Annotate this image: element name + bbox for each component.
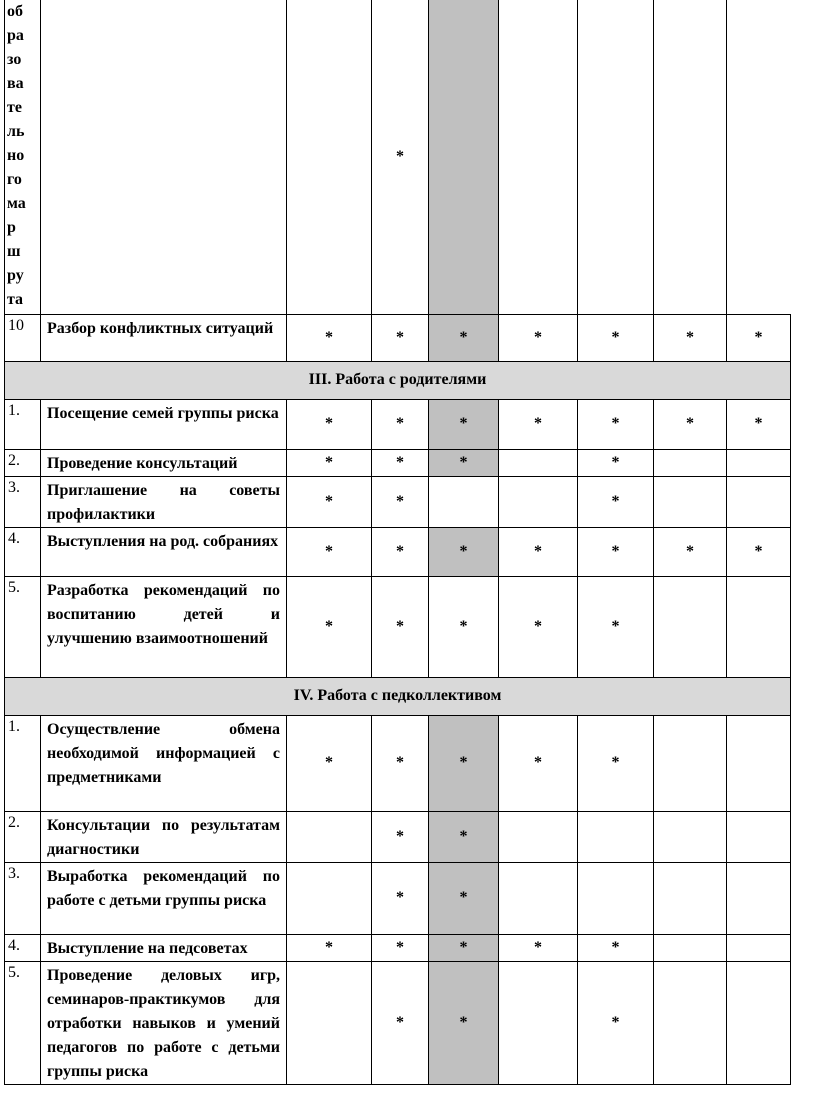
mark-cell: * bbox=[429, 576, 499, 677]
table-row bbox=[5, 862, 791, 934]
mark-cell: * bbox=[287, 527, 372, 576]
vertical-text-fragment: об bbox=[7, 3, 23, 20]
mark-cell bbox=[429, 476, 499, 527]
empty-cell bbox=[287, 0, 372, 314]
mark-cell: * bbox=[372, 0, 429, 314]
mark-cell: * bbox=[372, 449, 429, 476]
row-number: 10 bbox=[5, 314, 41, 361]
row-number: 1. bbox=[5, 715, 41, 811]
empty-cell bbox=[499, 0, 578, 314]
mark-cell: * bbox=[578, 961, 654, 1084]
vertical-text-fragment: та bbox=[7, 291, 24, 308]
vertical-text-cell bbox=[5, 0, 41, 314]
activity-name: Консультации по результатам диагностики bbox=[41, 811, 287, 862]
mark-cell bbox=[654, 961, 727, 1084]
mark-cell bbox=[727, 862, 791, 934]
vertical-text-fragment: ль bbox=[7, 123, 25, 140]
mark-cell: * bbox=[578, 314, 654, 361]
mark-cell: * bbox=[429, 961, 499, 1084]
mark-cell: * bbox=[578, 527, 654, 576]
table-row-fragment bbox=[5, 0, 791, 314]
row-number: 5. bbox=[5, 576, 41, 677]
mark-cell bbox=[727, 715, 791, 811]
activity-name: Разработка рекомендаций по воспитанию детей и улучшению взаимоотношений bbox=[41, 576, 287, 677]
mark-cell bbox=[287, 961, 372, 1084]
table-row bbox=[5, 961, 791, 1084]
mark-cell bbox=[727, 934, 791, 961]
row-number: 3. bbox=[5, 862, 41, 934]
mark-cell: * bbox=[499, 715, 578, 811]
vertical-text-fragment: но bbox=[7, 147, 25, 164]
mark-cell: * bbox=[578, 934, 654, 961]
mark-cell: * bbox=[287, 934, 372, 961]
mark-cell: * bbox=[429, 934, 499, 961]
mark-cell: * bbox=[499, 399, 578, 449]
mark-cell bbox=[499, 449, 578, 476]
mark-cell bbox=[727, 961, 791, 1084]
mark-cell: * bbox=[372, 862, 429, 934]
vertical-text-fragment: ру bbox=[7, 267, 24, 284]
mark-cell bbox=[499, 811, 578, 862]
mark-cell: * bbox=[287, 449, 372, 476]
vertical-text-fragment: ра bbox=[7, 27, 24, 44]
activity-name: Проведение консультаций bbox=[41, 449, 287, 476]
mark-cell: * bbox=[287, 399, 372, 449]
row-number: 2. bbox=[5, 449, 41, 476]
table-row bbox=[5, 811, 791, 862]
mark-cell: * bbox=[429, 811, 499, 862]
mark-cell: * bbox=[429, 449, 499, 476]
activity-name: Выступление на педсоветах bbox=[41, 934, 287, 961]
table-row bbox=[5, 715, 791, 811]
empty-cell bbox=[727, 0, 791, 314]
mark-cell bbox=[287, 862, 372, 934]
mark-cell: * bbox=[727, 527, 791, 576]
table-row bbox=[5, 576, 791, 677]
mark-cell: * bbox=[372, 527, 429, 576]
row-number: 1. bbox=[5, 399, 41, 449]
mark-cell: * bbox=[287, 314, 372, 361]
mark-cell bbox=[654, 449, 727, 476]
mark-cell bbox=[727, 476, 791, 527]
row-number: 4. bbox=[5, 527, 41, 576]
mark-cell: * bbox=[499, 576, 578, 677]
mark-cell: * bbox=[429, 862, 499, 934]
section-header-row bbox=[5, 361, 791, 399]
mark-cell: * bbox=[499, 527, 578, 576]
mark-cell: * bbox=[372, 399, 429, 449]
vertical-text-fragment: ш bbox=[7, 243, 21, 260]
mark-cell: * bbox=[578, 576, 654, 677]
activity-name: Посещение семей группы риска bbox=[41, 399, 287, 449]
activity-name: Выработка рекомендаций по работе с детьми группы риска bbox=[41, 862, 287, 934]
mark-cell: * bbox=[429, 715, 499, 811]
mark-cell bbox=[578, 811, 654, 862]
mark-cell: * bbox=[499, 934, 578, 961]
mark-cell: * bbox=[578, 449, 654, 476]
mark-cell bbox=[499, 862, 578, 934]
mark-cell: * bbox=[578, 715, 654, 811]
mark-cell: * bbox=[372, 576, 429, 677]
mark-cell: * bbox=[372, 476, 429, 527]
table-row bbox=[5, 399, 791, 449]
mark-cell bbox=[578, 862, 654, 934]
table-row bbox=[5, 527, 791, 576]
empty-cell bbox=[654, 0, 727, 314]
table-row bbox=[5, 476, 791, 527]
activity-name: Выступления на род. собраниях bbox=[41, 527, 287, 576]
vertical-text-fragment: те bbox=[7, 99, 22, 116]
activity-name: Приглашение на советы профилактики bbox=[41, 476, 287, 527]
empty-cell bbox=[578, 0, 654, 314]
mark-cell: * bbox=[372, 961, 429, 1084]
empty-cell bbox=[41, 0, 287, 314]
vertical-text-fragment: ма bbox=[7, 195, 26, 212]
row-number: 3. bbox=[5, 476, 41, 527]
mark-cell: * bbox=[578, 399, 654, 449]
plan-table bbox=[4, 0, 791, 1085]
mark-cell: * bbox=[654, 527, 727, 576]
table-row bbox=[5, 449, 791, 476]
mark-cell bbox=[654, 811, 727, 862]
mark-cell: * bbox=[287, 476, 372, 527]
mark-cell: * bbox=[372, 715, 429, 811]
activity-name: Осуществление обмена необходимой информацией с предметниками bbox=[41, 715, 287, 811]
section-title: III. Работа с родителями bbox=[5, 361, 791, 399]
activity-name: Разбор конфликтных ситуаций bbox=[41, 314, 287, 361]
row-number: 2. bbox=[5, 811, 41, 862]
mark-cell: * bbox=[429, 314, 499, 361]
mark-cell: * bbox=[372, 934, 429, 961]
mark-cell: * bbox=[287, 576, 372, 677]
section-title: IV. Работа с педколлективом bbox=[5, 677, 791, 715]
activity-name: Проведение деловых игр, семинаров-практикумов для отработки навыков и умений педагогов по работе с детьми группы риска bbox=[41, 961, 287, 1084]
mark-cell bbox=[727, 449, 791, 476]
mark-cell bbox=[654, 476, 727, 527]
vertical-text-fragment: ва bbox=[7, 75, 24, 92]
vertical-text-fragment: р bbox=[7, 219, 16, 236]
mark-cell: * bbox=[727, 399, 791, 449]
mark-cell bbox=[654, 576, 727, 677]
empty-cell bbox=[429, 0, 499, 314]
mark-cell bbox=[654, 862, 727, 934]
mark-cell: * bbox=[429, 527, 499, 576]
mark-cell: * bbox=[727, 314, 791, 361]
row-number: 5. bbox=[5, 961, 41, 1084]
mark-cell bbox=[499, 961, 578, 1084]
row-number: 4. bbox=[5, 934, 41, 961]
mark-cell: * bbox=[372, 314, 429, 361]
mark-cell bbox=[654, 934, 727, 961]
table-row bbox=[5, 934, 791, 961]
mark-cell: * bbox=[578, 476, 654, 527]
mark-cell bbox=[727, 811, 791, 862]
section-header-row bbox=[5, 677, 791, 715]
vertical-text-fragment: зо bbox=[7, 51, 22, 68]
mark-cell: * bbox=[287, 715, 372, 811]
table-row bbox=[5, 314, 791, 361]
mark-cell: * bbox=[654, 314, 727, 361]
mark-cell bbox=[499, 476, 578, 527]
mark-cell bbox=[727, 576, 791, 677]
mark-cell: * bbox=[654, 399, 727, 449]
mark-cell: * bbox=[429, 399, 499, 449]
mark-cell: * bbox=[372, 811, 429, 862]
mark-cell bbox=[287, 811, 372, 862]
mark-cell: * bbox=[499, 314, 578, 361]
vertical-text-fragment: го bbox=[7, 171, 22, 188]
mark-cell bbox=[654, 715, 727, 811]
